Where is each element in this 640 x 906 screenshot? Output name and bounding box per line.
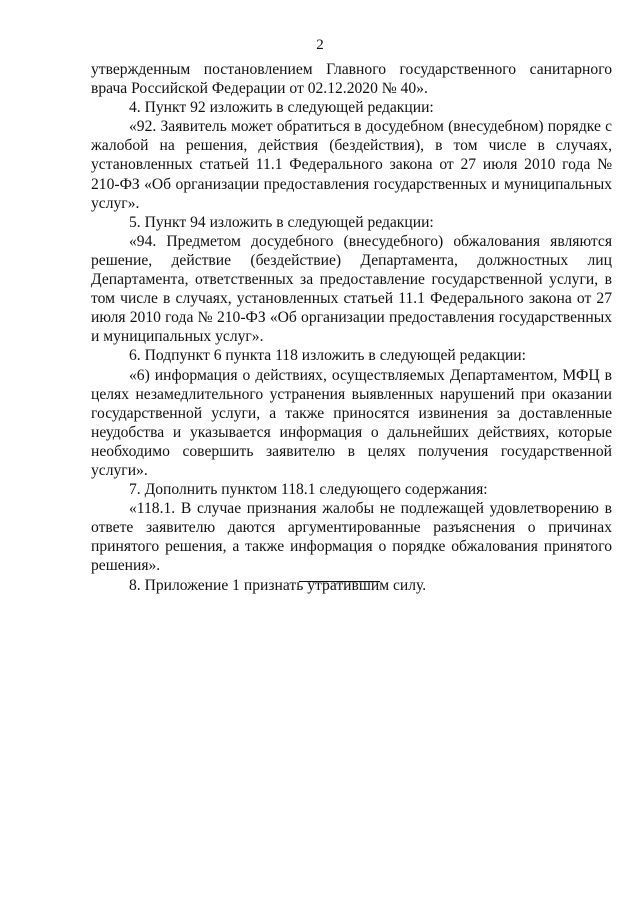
paragraph-item-7-heading: 7. Дополнить пунктом 118.1 следующего содержания: [129, 481, 488, 499]
paragraph-item-6-heading: 6. Подпункт 6 пункта 118 изложить в следующей редакции: [129, 347, 526, 365]
closing-separator-line [299, 581, 380, 582]
paragraph-item-94-text: «94. Предметом досудебного (внесудебного) обжалования являются решение, действие (бездействие) Департамента, должностных лиц Департамента, ответственных за предоставление государственной услуги, в том числе в случаях, установленных статьей 11.1 Федерального закона от 27 июля 2010 года № 210-ФЗ «Об организации предоставления государственных и муниципальных услуг». [91, 232, 612, 346]
paragraph-item-118-1-text: «118.1. В случае признания жалобы не подлежащей удовлетворению в ответе заявителю даются аргументированные разъяснения о причинах принятого решения, а также информация о порядке обжалования принятого решения». [91, 500, 612, 575]
page-number: 2 [316, 37, 324, 53]
paragraph-item-5-heading: 5. Пункт 94 изложить в следующей редакции: [129, 213, 434, 231]
paragraph-subitem-6-text: «6) информация о действиях, осуществляемых Департаментом, МФЦ в целях незамедлительного устранения выявленных нарушений при оказании государственной услуги, а также приносятся извинения за доставленные неудобства и указывается информация о дальнейших действиях, которые необходимо совершить заявителю в целях получения государственной услуги». [91, 366, 612, 479]
paragraph-item-4-heading: 4. Пункт 92 изложить в следующей редакции: [129, 99, 434, 117]
paragraph-item-8: 8. Приложение 1 признать утратившим силу. [129, 576, 427, 594]
document-body [91, 60, 612, 595]
paragraph-continuation: утвержденным постановлением Главного государственного санитарного врача Российской Федерации от 02.12.2020 № 40». [91, 61, 612, 98]
paragraph-item-92-text: «92. Заявитель может обратиться в досудебном (внесудебном) порядке с жалобой на решения, действия (бездействия), в том числе в случаях, установленных статьей 11.1 Федерального закона от 27 июля 2010 года № 210-ФЗ «Об организации предоставления государственных и муниципальных услуг». [91, 118, 612, 212]
